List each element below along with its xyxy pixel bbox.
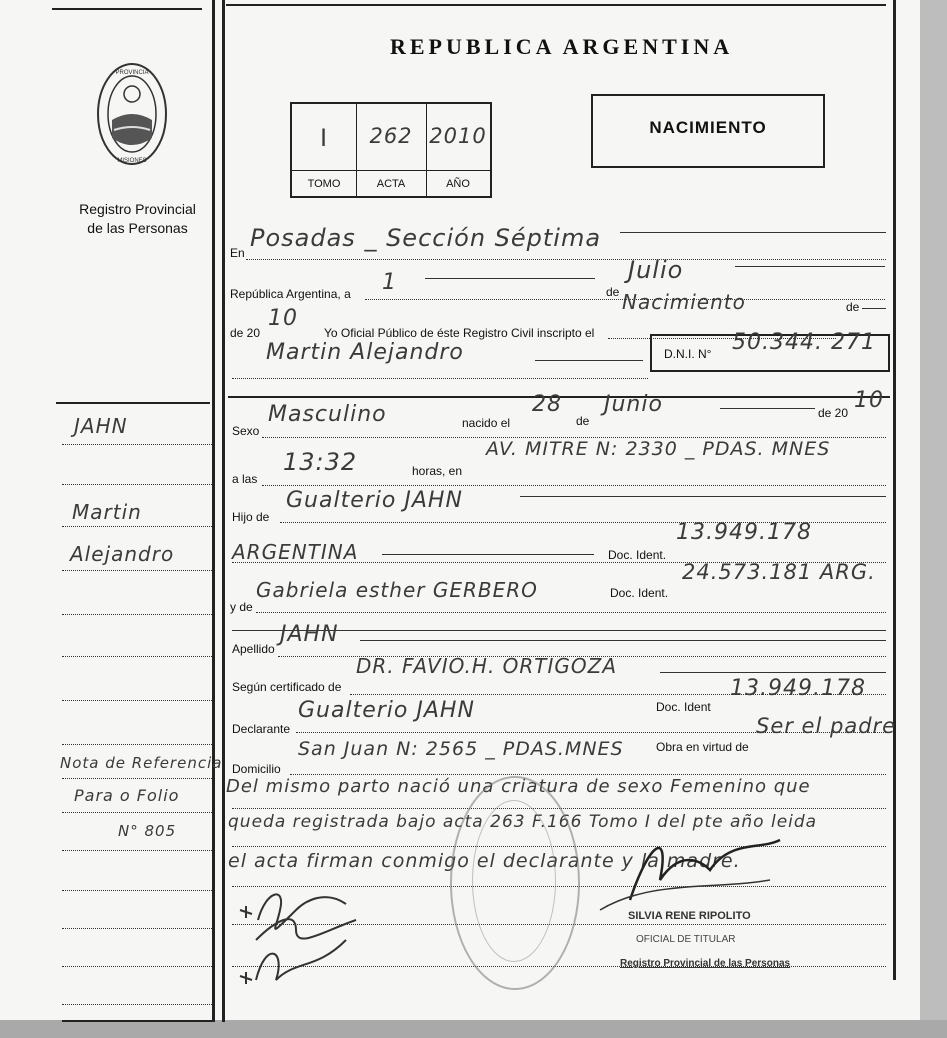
record-type-box — [591, 94, 825, 168]
anio-label: AÑO — [446, 178, 470, 190]
svg-text:MISIONES: MISIONES — [117, 158, 147, 164]
margin-section-rule — [56, 402, 210, 404]
top-rule-right — [226, 4, 886, 6]
registry-line-1: Registro Provincial — [79, 201, 196, 217]
label-segun: Según certificado de — [232, 680, 342, 694]
month-value: Julio — [628, 256, 684, 284]
label-apellido: Apellido — [232, 642, 275, 656]
line-name — [232, 378, 648, 379]
father-nationality-value: ARGENTINA — [232, 540, 359, 564]
declarant-signature-icon — [236, 880, 366, 1000]
mother-doc-value: 24.573.181 ARG. — [682, 560, 876, 584]
label-hijo: Hijo de — [232, 510, 270, 524]
note-line-2: queda registrada bajo acta 263 F.166 Tomo I del pte año leida — [228, 812, 818, 832]
official-registry: Registro Provincial de las Personas — [620, 958, 791, 969]
certificate-doctor-value: DR. FAVIO.H. ORTIGOZA — [356, 654, 618, 678]
column-divider-2 — [222, 0, 225, 1022]
margin-line — [62, 614, 212, 615]
margin-note-2: Para o Folio — [74, 786, 180, 805]
label-declarante: Declarante — [232, 722, 291, 736]
mother-name-value: Gabriela esther GERBERO — [256, 578, 538, 602]
acta-value: 262 — [369, 124, 413, 148]
margin-line — [62, 526, 212, 527]
margin-note-3: N° 805 — [118, 822, 177, 840]
label-de: de — [606, 285, 620, 299]
father-doc-value: 13.949.178 — [676, 520, 812, 545]
label-doc-ident-2: Doc. Ident. — [610, 586, 669, 600]
label-de2010: de 20 — [818, 406, 849, 420]
margin-line — [62, 928, 212, 929]
margin-line — [62, 890, 212, 891]
bottom-rule-left — [62, 1020, 212, 1022]
birth-month-value: Junio — [604, 392, 663, 417]
label-republica: República Argentina, a — [230, 287, 351, 301]
dni-value: 50.344. 271 — [732, 330, 876, 355]
line-alas — [262, 485, 886, 486]
birth-time-value: 13:32 — [283, 448, 358, 476]
country-title: REPUBLICA ARGENTINA — [390, 34, 734, 59]
child-name-value: Martin Alejandro — [266, 340, 464, 365]
official-name: SILVIA RENE RIPOLITO — [628, 910, 751, 922]
right-border — [893, 0, 896, 980]
line-yde — [256, 612, 886, 613]
registration-box — [290, 102, 492, 198]
margin-line — [62, 850, 212, 851]
top-rule-left — [52, 8, 202, 10]
record-type-label: NACIMIENTO — [649, 118, 767, 137]
label-de20: de 20 — [230, 326, 261, 340]
tomo-label: TOMO — [307, 178, 341, 190]
label-obra: Obra en virtud de — [656, 740, 749, 754]
label-nacido: nacido el — [462, 416, 511, 430]
margin-line — [62, 778, 212, 779]
margin-first-name: Martin — [72, 500, 142, 524]
label-alas: a las — [232, 472, 258, 486]
line-domicilio — [290, 774, 886, 775]
declarant-doc-value: 13.949.178 — [730, 676, 866, 701]
registry-name — [55, 200, 220, 238]
label-doc-ident: Doc. Ident. — [608, 548, 667, 562]
line-en — [246, 259, 886, 260]
dash-nationality — [382, 554, 594, 555]
birth-year-value: 10 — [854, 388, 884, 413]
margin-line — [62, 966, 212, 967]
dash-birth-month — [720, 408, 815, 409]
margin-line — [62, 570, 212, 571]
domicile-value: San Juan N: 2565 _ PDAS.MNES — [298, 738, 624, 760]
sex-value: Masculino — [268, 402, 387, 427]
reg-row-divider — [292, 170, 490, 171]
obra-value: Ser el padre — [756, 714, 897, 738]
label-en: En — [230, 246, 245, 260]
dash-de — [862, 308, 886, 309]
label-sexo: Sexo — [232, 424, 260, 438]
label-yde: y de — [230, 600, 253, 614]
surname-value: JAHN — [280, 622, 339, 647]
margin-line — [62, 700, 212, 701]
father-name-value: Gualterio JAHN — [286, 488, 463, 513]
label-de-3: de — [576, 414, 590, 428]
dni-box — [650, 330, 890, 372]
margin-note-1: Nota de Referencia — [60, 754, 223, 772]
label-horas: horas, en — [412, 464, 463, 478]
anio-value: 2010 — [429, 124, 487, 148]
birth-day-value: 28 — [532, 392, 562, 417]
margin-line — [62, 1004, 212, 1005]
place-value: Posadas _ Sección Séptima — [250, 224, 602, 252]
dash-day — [425, 278, 595, 279]
column-divider-1 — [212, 0, 215, 1022]
day-value: 1 — [382, 270, 397, 295]
label-oficial: Yo Oficial Público de éste Registro Civil inscripto el — [324, 326, 595, 340]
margin-second-name: Alejandro — [70, 542, 175, 566]
birth-place-value: AV. MITRE N: 2330 _ PDAS. MNES — [486, 438, 831, 460]
official-signature-icon — [590, 820, 790, 920]
margin-surname: JAHN — [74, 414, 128, 438]
paper-edge — [920, 0, 947, 1038]
svg-text:PROVINCIA: PROVINCIA — [115, 70, 149, 76]
margin-line — [62, 484, 212, 485]
label-de-2: de — [846, 300, 860, 314]
note-line-3: el acta firman conmigo el declarante y la madre. — [228, 850, 741, 872]
paper-shadow — [0, 1020, 947, 1038]
dash-name — [535, 360, 643, 361]
label-domicilio: Domicilio — [232, 762, 281, 776]
margin-line — [62, 444, 212, 445]
acta-label: ACTA — [376, 178, 406, 190]
line-en-upper — [620, 232, 886, 233]
inscripto-value: Nacimiento — [622, 290, 746, 314]
dash-month — [735, 266, 885, 267]
tomo-value: I — [319, 124, 329, 152]
label-doc-ident-3: Doc. Ident — [656, 700, 711, 714]
label-dni: D.N.I. N° — [664, 347, 712, 361]
line-apellido-upper — [360, 640, 886, 641]
official-role: OFICIAL DE TITULAR — [636, 934, 736, 945]
line-hijo-upper — [520, 496, 886, 497]
margin-line — [62, 812, 212, 813]
registry-line-2: de las Personas — [87, 220, 188, 236]
margin-line — [62, 744, 212, 745]
official-stamp-inner — [472, 800, 556, 962]
year-suffix-value: 10 — [268, 306, 298, 331]
dash-certificado — [660, 672, 886, 673]
provincial-seal-icon — [94, 60, 170, 178]
margin-line — [62, 656, 212, 657]
note-line-1: Del mismo parto nació una criatura de sexo Femenino que — [226, 776, 811, 797]
declarant-name-value: Gualterio JAHN — [298, 698, 475, 723]
